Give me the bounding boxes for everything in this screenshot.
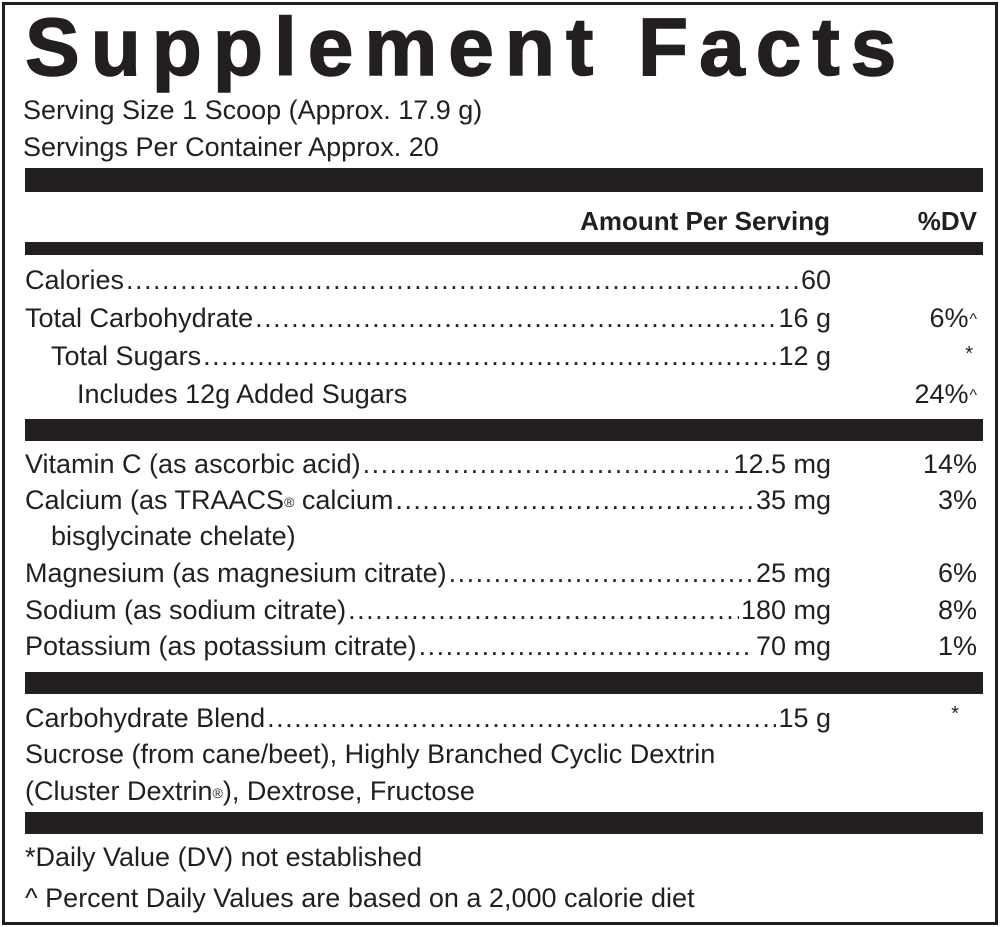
dv-sodium: 8% xyxy=(937,595,977,625)
dv-potassium: 1% xyxy=(937,631,977,661)
leader-dots xyxy=(348,593,739,627)
nutrient-row-carbohydrate-blend: Carbohydrate Blend . . . 15 g xyxy=(25,701,831,735)
dv-total-carbohydrate: 6%^ xyxy=(929,303,977,333)
nutrient-row-potassium: Potassium (as potassium citrate) . . . 70 mg xyxy=(25,629,831,663)
nutrient-row-vitamin-c: Vitamin C (as ascorbic acid) . . . 12.5 mg xyxy=(25,447,831,481)
panel-title: Supplement Facts xyxy=(25,2,908,93)
footnote-percent-daily-values: ^ Percent Daily Values are based on a 2,000 calorie diet xyxy=(25,883,695,913)
dv-header: %DV xyxy=(917,206,977,236)
nutrient-row-total-sugars: Total Sugars . . . 12 g xyxy=(51,339,831,373)
nutrient-row-added-sugars: Includes 12g Added Sugars xyxy=(77,379,408,409)
dv-calcium: 3% xyxy=(937,485,977,515)
amount-per-serving-header: Amount Per Serving xyxy=(580,206,830,236)
supplement-facts-panel xyxy=(2,2,998,925)
leader-dots xyxy=(363,447,732,481)
leader-dots xyxy=(419,629,754,663)
servings-per-container: Servings Per Container Approx. 20 xyxy=(23,132,439,162)
leader-dots xyxy=(255,301,776,335)
nutrient-row-sodium: Sodium (as sodium citrate) . . . 180 mg xyxy=(25,593,831,627)
nutrient-row-calories: Calories . . . 60 xyxy=(25,263,831,297)
calcium-description-line2: bisglycinate chelate) xyxy=(51,521,296,551)
dv-vitamin-c: 14% xyxy=(922,449,977,479)
dv-added-sugars: 24%^ xyxy=(914,379,977,409)
nutrient-row-magnesium: Magnesium (as magnesium citrate) . . . 25 mg xyxy=(25,556,831,590)
leader-dots xyxy=(203,339,776,373)
leader-dots xyxy=(449,556,754,590)
footnote-dv-not-established: *Daily Value (DV) not established xyxy=(25,842,423,872)
nutrient-row-calcium: Calcium (as TRAACS® calcium . . . 35 mg xyxy=(25,483,831,517)
nutrient-row-total-carbohydrate: Total Carbohydrate . . . 16 g xyxy=(25,301,831,335)
blend-ingredients-line2: (Cluster Dextrin®), Dextrose, Fructose xyxy=(25,776,475,806)
dv-magnesium: 6% xyxy=(937,558,977,588)
thick-divider xyxy=(25,672,983,694)
medium-divider xyxy=(25,242,983,255)
leader-dots xyxy=(126,263,799,297)
blend-ingredients-line1: Sucrose (from cane/beet), Highly Branched Cyclic Dextrin xyxy=(25,739,716,769)
serving-size: Serving Size 1 Scoop (Approx. 17.9 g) xyxy=(23,95,483,125)
thick-divider xyxy=(25,812,983,834)
dv-total-sugars: * xyxy=(965,343,973,365)
thick-divider xyxy=(25,419,983,441)
dv-carbohydrate-blend: * xyxy=(951,703,959,725)
leader-dots xyxy=(395,483,754,517)
thick-divider xyxy=(25,168,983,192)
leader-dots xyxy=(267,701,776,735)
